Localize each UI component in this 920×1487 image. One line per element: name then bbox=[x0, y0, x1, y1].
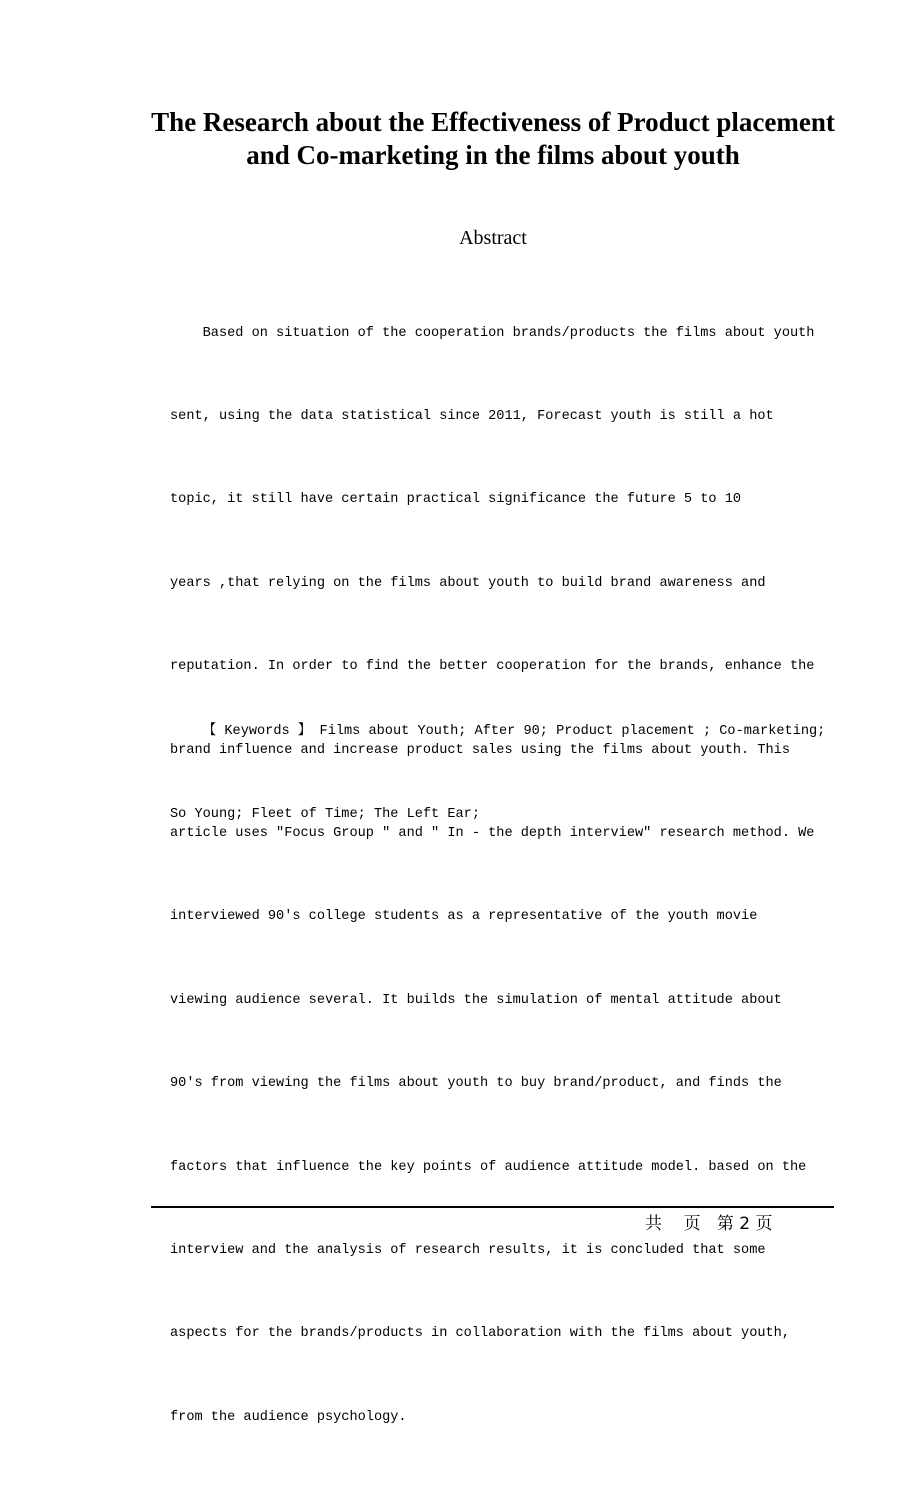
abstract-line: aspects for the brands/products in collaboration with the films about youth, bbox=[170, 1326, 790, 1342]
abstract-line: 90's from viewing the films about youth to buy brand/product, and finds the bbox=[170, 1076, 782, 1092]
abstract-line: brand influence and increase product sales using the films about youth. This bbox=[170, 742, 790, 758]
abstract-line: years ,that relying on the films about youth to build brand awareness and bbox=[170, 575, 766, 591]
page-title: The Research about the Effectiveness of Product placement and Co-marketing in the films about youth bbox=[151, 107, 835, 170]
page-number-footer: 共 页 第 2 页 bbox=[645, 1214, 773, 1234]
abstract-line: viewing audience several. It builds the simulation of mental attitude about bbox=[170, 992, 782, 1008]
abstract-line: article uses "Focus Group " and " In - the depth interview" research method. We bbox=[170, 825, 815, 841]
abstract-line: reputation. In order to find the better cooperation for the brands, enhance the bbox=[170, 659, 815, 675]
abstract-line: interviewed 90's college students as a representative of the youth movie bbox=[170, 909, 758, 925]
abstract-line: sent, using the data statistical since 2011, Forecast youth is still a hot bbox=[170, 408, 774, 424]
abstract-line: from the audience psychology. bbox=[170, 1409, 407, 1425]
keywords-line: 【 Keywords 】 Films about Youth; After 90; Product placement ; Co-marketing; bbox=[170, 723, 826, 739]
abstract-line: Based on situation of the cooperation brands/products the films about youth bbox=[170, 325, 815, 341]
footer-divider bbox=[151, 1206, 834, 1208]
abstract-heading: Abstract bbox=[459, 227, 527, 249]
keywords-line: So Young; Fleet of Time; The Left Ear; bbox=[170, 806, 480, 822]
keywords-section bbox=[170, 662, 835, 884]
abstract-line: interview and the analysis of research results, it is concluded that some bbox=[170, 1242, 766, 1258]
abstract-line: factors that influence the key points of audience attitude model. based on the bbox=[170, 1159, 807, 1175]
abstract-line: topic, it still have certain practical significance the future 5 to 10 bbox=[170, 492, 742, 508]
